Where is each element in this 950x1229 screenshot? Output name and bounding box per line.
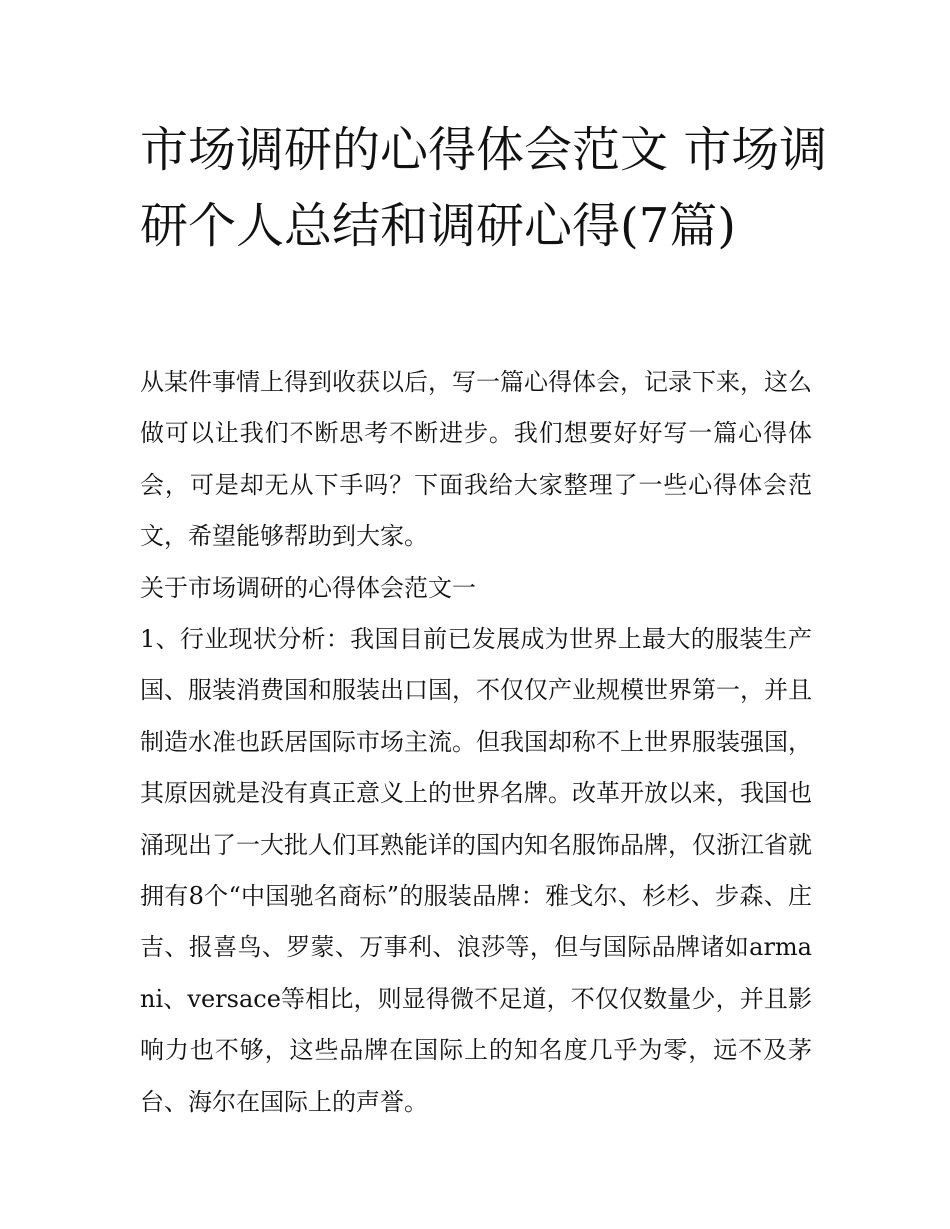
document-body	[140, 357, 812, 1128]
intro-paragraph: 从某件事情上得到收获以后，写一篇心得体会，记录下来，这么做可以让我们不断思考不断进步。我们想要好好写一篇心得体会，可是却无从下手吗？下面我给大家整理了一些心得体会范文，希望能够帮助到大家。	[140, 368, 812, 551]
body-paragraph: 1、行业现状分析：我国目前已发展成为世界上最大的服装生产国、服装消费国和服装出口国，不仅仅产业规模世界第一，并且制造水准也跃居国际市场主流。但我国却称不上世界服装强国，其原因就是没有真正意义上的世界名牌。改革开放以来，我国也涌现出了一大批人们耳熟能详的国内知名服饰品牌，仅浙江省就拥有8个“中国驰名商标”的服装品牌：雅戈尔、杉杉、步森、庄吉、报喜鸟、罗蒙、万事利、浪莎等，但与国际品牌诸如armani、versace等相比，则显得微不足道，不仅仅数量少，并且影响力也不够，这些品牌在国际上的知名度几乎为零，远不及茅台、海尔在国际上的声誉。	[140, 625, 812, 1116]
section-heading: 关于市场调研的心得体会范文一	[140, 573, 476, 602]
document-title: 市场调研的心得体会范文 市场调研个人总结和调研心得(7篇)	[140, 122, 828, 254]
